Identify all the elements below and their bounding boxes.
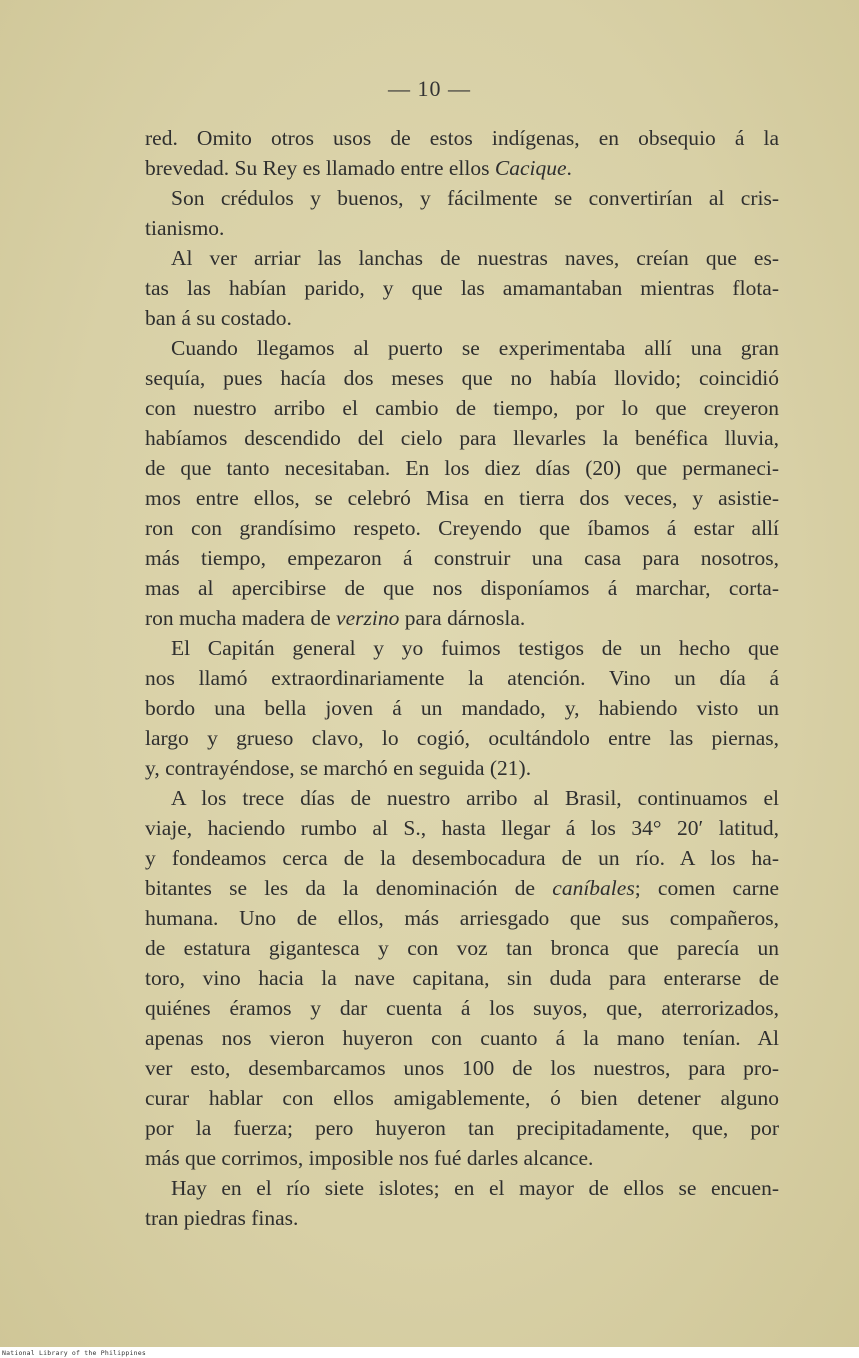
text-line: Cuando llegamos al puerto se experimentaba allí una gran: [171, 336, 779, 360]
text-line: bitantes se les da la denominación de caníbales; comen carne: [145, 876, 779, 900]
text-line: ver esto, desembarcamos unos 100 de los nuestros, para pro-: [145, 1056, 779, 1080]
text-line: toro, vino hacia la nave capitana, sin duda para enterarse de: [145, 966, 779, 990]
text-line: humana. Uno de ellos, más arriesgado que sus compañeros,: [145, 906, 779, 930]
text-line: y fondeamos cerca de la desembocadura de un río. A los ha-: [145, 846, 779, 870]
text-line: curar hablar con ellos amigablemente, ó bien detener alguno: [145, 1086, 779, 1110]
text-line: apenas nos vieron huyeron con cuanto á la mano tenían. Al: [145, 1026, 779, 1050]
text-line: Son crédulos y buenos, y fácilmente se convertirían al cris-: [171, 186, 779, 210]
text-line: largo y grueso clavo, lo cogió, ocultándolo entre las piernas,: [145, 726, 779, 750]
text-line: y, contrayéndose, se marchó en seguida (21).: [145, 756, 532, 780]
text-line: por la fuerza; pero huyeron tan precipitadamente, que, por: [145, 1116, 779, 1140]
text-line: habíamos descendido del cielo para llevarles la benéfica lluvia,: [145, 426, 779, 450]
text-line: El Capitán general y yo fuimos testigos de un hecho que: [171, 636, 779, 660]
body-text: [145, 123, 779, 1233]
text-line: ron con grandísimo respeto. Creyendo que íbamos á estar allí: [145, 516, 779, 540]
text-line: tas las habían parido, y que las amamantaban mientras flota-: [145, 276, 779, 300]
text-line: tianismo.: [145, 216, 225, 240]
text-line: con nuestro arribo el cambio de tiempo, por lo que creyeron: [145, 396, 779, 420]
text-line: Al ver arriar las lanchas de nuestras naves, creían que es-: [171, 246, 779, 270]
text-line: Hay en el río siete islotes; en el mayor de ellos se encuen-: [171, 1176, 779, 1200]
text-line: red. Omito otros usos de estos indígenas, en obsequio á la: [145, 126, 779, 150]
library-footer: National Library of the Philippines: [2, 1349, 146, 1357]
text-line: A los trece días de nuestro arribo al Brasil, continuamos el: [171, 786, 779, 810]
page-number: — 10 —: [388, 76, 471, 101]
text-line: de que tanto necesitaban. En los diez días (20) que permaneci-: [145, 456, 779, 480]
text-line: sequía, pues hacía dos meses que no había llovido; coincidió: [145, 366, 779, 390]
text-line: más tiempo, empezaron á construir una casa para nosotros,: [145, 546, 779, 570]
text-line: de estatura gigantesca y con voz tan bronca que parecía un: [145, 936, 779, 960]
text-line: tran piedras finas.: [145, 1206, 299, 1230]
text-line: bordo una bella joven á un mandado, y, habiendo visto un: [145, 696, 779, 720]
text-line: más que corrimos, imposible nos fué darles alcance.: [145, 1146, 594, 1170]
text-line: viaje, haciendo rumbo al S., hasta llegar á los 34° 20′ latitud,: [145, 816, 779, 840]
text-line: quiénes éramos y dar cuenta á los suyos, que, aterrorizados,: [145, 996, 779, 1020]
text-line: nos llamó extraordinariamente la atención. Vino un día á: [145, 666, 779, 690]
text-line: brevedad. Su Rey es llamado entre ellos Cacique.: [145, 156, 572, 180]
text-line: mos entre ellos, se celebró Misa en tierra dos veces, y asistie-: [145, 486, 779, 510]
text-line: mas al apercibirse de que nos disponíamos á marchar, corta-: [145, 576, 779, 600]
text-line: ron mucha madera de verzino para dárnosla.: [145, 606, 526, 630]
text-line: ban á su costado.: [145, 306, 292, 330]
